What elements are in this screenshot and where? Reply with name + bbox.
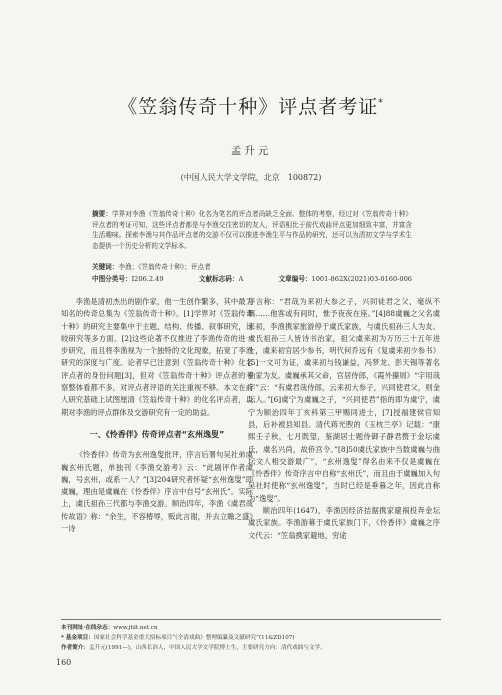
article-title	[0, 92, 502, 119]
clc-number	[92, 273, 164, 283]
footnote-funding	[61, 633, 441, 643]
body-paragraph: 顺治四年(1647)，李渔因经济拮据携家避祸投奔金坛虞氏家族。李渔游幕于虞氏家族门下，《怜香伴》虞巍之序文代云：“笠翁携家避地，穷途	[248, 506, 440, 540]
abstract-text: 学界对李渔《笠翁传奇十种》化名为笔名的评点者尚缺乏全面、整体的考察，经过对《笠翁传奇十种》评点者的考证可知，这些评点者都是与李渔交往密切的友人，评语相比于前代戏曲评点更加细致丰富，并富含生活趣味。探索李渔与其作品评点者的交游不仅可以推进李渔生平与作品的研究，还可以为清初文学与学术生态提供一个历史分析的文学标本。	[92, 210, 413, 250]
footnote-label: 作者简介：	[61, 645, 89, 651]
doc-label: 文献标志码：	[198, 275, 239, 283]
footnote-text: 孟升元(1991—)，山西长治人，中国人民大学文学院博士生，主要研究方向：清代戏曲与文学。	[88, 645, 326, 651]
keywords-label: 关键词：	[92, 263, 119, 271]
title-footnote-mark: *	[378, 98, 384, 109]
article-label: 文章编号：	[278, 275, 312, 283]
footnote-text: 国家社会科学基金重大招标项目“《全清戏曲》整理编纂及文献研究”(11&ZD107)	[93, 635, 295, 641]
footnote-label: * 基金项目：	[61, 635, 94, 641]
classification-row	[92, 273, 412, 283]
doc-value: A	[238, 275, 244, 283]
right-column	[248, 296, 440, 542]
document-code	[199, 273, 243, 283]
keywords	[92, 261, 412, 271]
page-number: 160	[56, 658, 72, 667]
section-heading: 一、《怜香伴》传奇评点者“玄州逸叟”	[89, 429, 225, 439]
article-number	[279, 273, 412, 283]
body-paragraph: 序言称：“君哉为来初大参之子，兴同徒君之父，毫纵不羁……他客或有间时，惟予夜夜在座。”[4]88虞巍之父名虞来初，李渔携家旅游停于虞氏家族，与虞氏祖孙三人为友。虞氏祖孙三人皆诗书治家，祖父虞来初为万历三十五年进士，虞来初官居少参书，明代何乔远有《复虞来初少参书》[5]一文可为证，虞来初与钱谦益，冯梦龙、彭天锡等著名曲家为友。虞巍承其父命，官居侍郎，《霞外攥屑》“字用哉字”云：“有虞君哉侍郎，云来初大参子，兴同使君父，则金坛人。”[6]虞宁为虞巍之子，“兴同使君”指的即为虞宁，虞宁为顺治四年丁亥科第三甲赐同进士，[7]授福建侯官知县，后补被县知县。清代蒋光煦的《玉枕兰亭》记载：“康熙壬子秋，七月既望，鉴湖居士题侍御子静君赘于金坛虞氏，虞名兴尚，故侨宫令。”[8]50虞氏家族中当数虞巍与曲坛文人相交游最广”，“玄州逸叟”得名由来不仅是虞巍在《怜香伴》传奇序言中自称“玄州氏”，而且由于虞巍加入句吴社时使称“玄州逸叟”，当时已经是垂暮之年，因此自称为“逸叟”。	[248, 297, 440, 503]
keywords-text: 李渔；《笠翁传奇十种》；评点者	[118, 263, 211, 271]
footnote-text: www.jhlt.net.cn	[113, 625, 158, 631]
author-affiliation: (中国人民大学文学院，北京 100872)	[180, 173, 322, 182]
clc-value: I206.2.49	[131, 275, 164, 283]
intro-paragraph: 李渔是清初杰出的剧作家，他一生创作繁多，其中最为知名的传奇总集为《笠翁传奇十种》。[1]学界对《笠翁传奇十种》的研究主要集中于主题、结构、传播、叙事研究，比较研究等多方面。[2]这些论著不仅推进了李渔传奇的进一步研究，而且将李渔视为一个独特的文化现象，拓宽了李渔研究的深度与广度。论者早已注意到《笠翁传奇十种》化名评点者的身份问题[3]，但对《笠翁传奇十种》评点者的考察整体看都不多，对评点者评语的关注重视不够。本文在前人研究基础上试图厘清《笠翁传奇十种》的化名评点者，以期对李渔的评点群体及交游研究有一定的助益。	[61, 297, 253, 417]
author-name: 孟升元	[230, 145, 272, 157]
title-text: 《笠翁传奇十种》评点者考证	[118, 96, 379, 118]
footnote-label: 本刊网址·在线杂志：	[61, 625, 114, 631]
section-paragraph: 《怜香伴》传奇为玄州逸叟批评，序言后署句吴社弟虞巍玄州氏题，单独刊《李渔交游考》云：“此剧评作者虞巍，号玄州，或系一人？”[3]204研究者怀疑“玄州逸叟”即虞巍，理由是虞巍在《怜香伴》序言中自号“玄州氏”。实际上，虞氏祖孙三代都与李渔交游。顺治四年，李渔《虞君哉传故语》称：“余生，不容椿辱，贩此言谢，并去立瞻之盛》一诗	[61, 450, 253, 534]
footnotes	[61, 619, 441, 653]
clc-label: 中图分类号：	[92, 275, 132, 283]
footnote-author-bio	[61, 643, 441, 653]
abstract-label: 摘要：	[92, 210, 113, 218]
footnote-website	[61, 623, 441, 633]
article-value: 1001-862X(2021)03-0160-006	[311, 275, 412, 283]
abstract	[92, 209, 412, 251]
left-column	[61, 296, 253, 535]
